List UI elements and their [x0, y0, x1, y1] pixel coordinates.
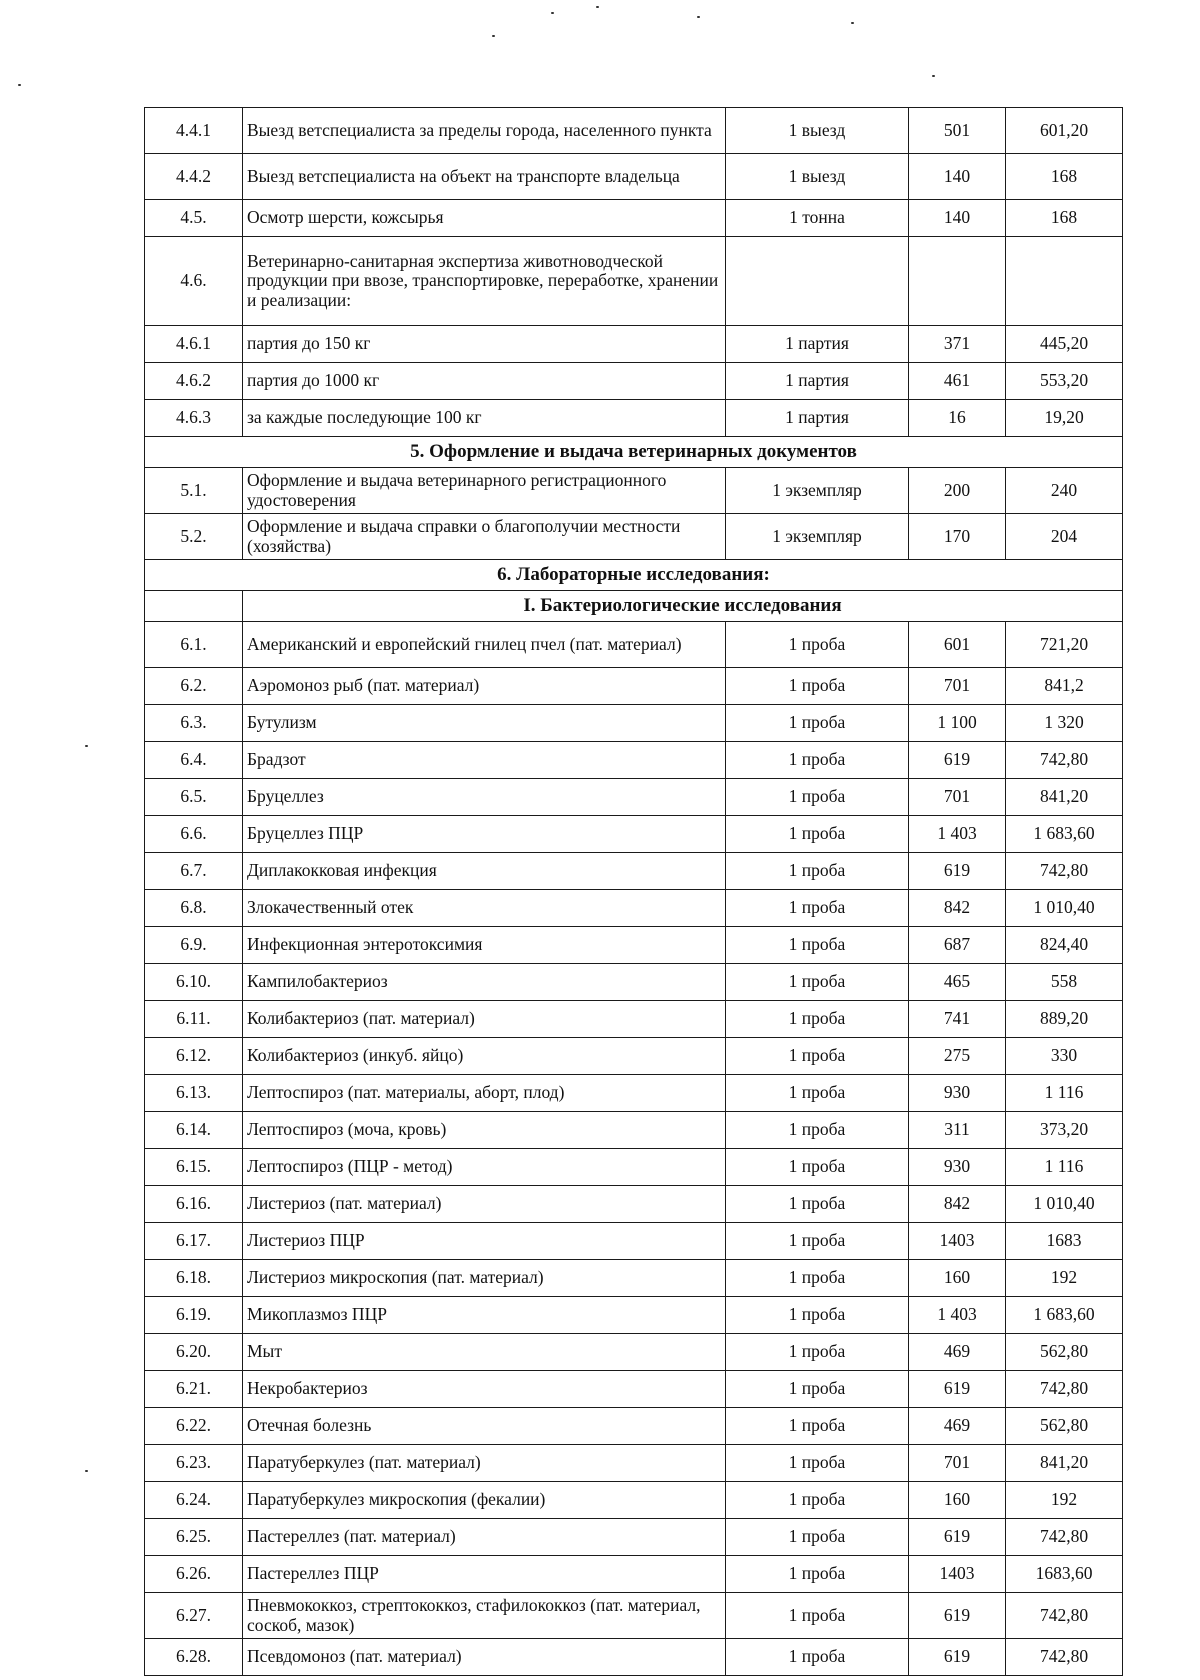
section-heading: 5. Оформление и выдача ветеринарных документов [145, 437, 1123, 468]
item-number: 6.4. [145, 742, 243, 779]
price-with-vat: 1 683,60 [1006, 1297, 1123, 1334]
price-with-vat: 1 683,60 [1006, 816, 1123, 853]
price-with-vat: 841,20 [1006, 779, 1123, 816]
price-with-vat: 192 [1006, 1260, 1123, 1297]
item-unit: 1 проба [726, 705, 909, 742]
price-with-vat: 742,80 [1006, 742, 1123, 779]
item-unit [726, 237, 909, 326]
price-without-vat: 701 [909, 779, 1006, 816]
item-unit: 1 проба [726, 1112, 909, 1149]
blank-cell [145, 591, 243, 622]
price-without-vat: 930 [909, 1149, 1006, 1186]
item-number: 4.6.1 [145, 326, 243, 363]
item-number: 5.1. [145, 468, 243, 514]
item-unit: 1 проба [726, 1334, 909, 1371]
item-unit: 1 проба [726, 1075, 909, 1112]
price-without-vat: 311 [909, 1112, 1006, 1149]
price-with-vat: 204 [1006, 514, 1123, 560]
item-name: Американский и европейский гнилец пчел (пат. материал) [243, 622, 726, 668]
item-number: 6.6. [145, 816, 243, 853]
item-number: 6.20. [145, 1334, 243, 1371]
scan-speck [492, 35, 495, 37]
item-number: 4.4.1 [145, 108, 243, 154]
item-number: 6.18. [145, 1260, 243, 1297]
subsection-heading-row [145, 591, 1123, 622]
table-row [145, 514, 1123, 560]
item-unit: 1 тонна [726, 200, 909, 237]
item-unit: 1 выезд [726, 108, 909, 154]
price-table [144, 107, 1123, 1676]
item-unit: 1 партия [726, 400, 909, 437]
item-unit: 1 проба [726, 622, 909, 668]
item-unit: 1 проба [726, 1593, 909, 1639]
table-row [145, 1556, 1123, 1593]
item-name: Злокачественный отек [243, 890, 726, 927]
item-number: 6.9. [145, 927, 243, 964]
table-row [145, 1112, 1123, 1149]
item-name: Листериоз (пат. материал) [243, 1186, 726, 1223]
table-row [145, 1445, 1123, 1482]
table-row [145, 779, 1123, 816]
item-number: 6.3. [145, 705, 243, 742]
price-with-vat: 1 116 [1006, 1075, 1123, 1112]
item-unit: 1 проба [726, 1001, 909, 1038]
price-without-vat: 930 [909, 1075, 1006, 1112]
item-number: 4.6.2 [145, 363, 243, 400]
item-number: 6.10. [145, 964, 243, 1001]
price-without-vat: 1403 [909, 1556, 1006, 1593]
item-unit: 1 проба [726, 1639, 909, 1676]
price-with-vat: 1683,60 [1006, 1556, 1123, 1593]
table-row [145, 816, 1123, 853]
price-without-vat: 140 [909, 200, 1006, 237]
item-number: 6.21. [145, 1371, 243, 1408]
item-number: 6.23. [145, 1445, 243, 1482]
item-name: Лептоспироз (моча, кровь) [243, 1112, 726, 1149]
price-without-vat: 619 [909, 1593, 1006, 1639]
subsection-heading: I. Бактериологические исследования [243, 591, 1123, 622]
item-number: 6.5. [145, 779, 243, 816]
item-number: 6.2. [145, 668, 243, 705]
item-number: 5.2. [145, 514, 243, 560]
table-row [145, 890, 1123, 927]
price-without-vat: 619 [909, 853, 1006, 890]
price-without-vat: 371 [909, 326, 1006, 363]
table-row [145, 622, 1123, 668]
price-with-vat: 168 [1006, 200, 1123, 237]
item-name: Колибактериоз (инкуб. яйцо) [243, 1038, 726, 1075]
table-row [145, 1075, 1123, 1112]
table-row [145, 742, 1123, 779]
table-row [145, 1334, 1123, 1371]
price-without-vat: 16 [909, 400, 1006, 437]
item-unit: 1 партия [726, 326, 909, 363]
item-unit: 1 проба [726, 1519, 909, 1556]
price-with-vat: 742,80 [1006, 1371, 1123, 1408]
price-without-vat: 741 [909, 1001, 1006, 1038]
price-with-vat: 721,20 [1006, 622, 1123, 668]
price-without-vat: 469 [909, 1334, 1006, 1371]
price-with-vat: 841,20 [1006, 1445, 1123, 1482]
item-unit: 1 проба [726, 890, 909, 927]
item-unit: 1 проба [726, 1371, 909, 1408]
scan-speck [596, 6, 599, 8]
price-without-vat: 160 [909, 1482, 1006, 1519]
table-row [145, 200, 1123, 237]
price-with-vat: 562,80 [1006, 1408, 1123, 1445]
item-unit: 1 проба [726, 1408, 909, 1445]
price-without-vat: 842 [909, 890, 1006, 927]
price-without-vat: 701 [909, 668, 1006, 705]
price-without-vat: 465 [909, 964, 1006, 1001]
item-number: 4.6. [145, 237, 243, 326]
item-name: Мыт [243, 1334, 726, 1371]
item-number: 6.15. [145, 1149, 243, 1186]
item-unit: 1 экземпляр [726, 468, 909, 514]
table-row [145, 1038, 1123, 1075]
price-with-vat: 562,80 [1006, 1334, 1123, 1371]
table-row [145, 964, 1123, 1001]
price-with-vat: 168 [1006, 154, 1123, 200]
item-name: за каждые последующие 100 кг [243, 400, 726, 437]
section-heading: 6. Лабораторные исследования: [145, 560, 1123, 591]
item-number: 6.25. [145, 1519, 243, 1556]
price-without-vat: 1403 [909, 1223, 1006, 1260]
table-row [145, 468, 1123, 514]
item-number: 6.11. [145, 1001, 243, 1038]
price-with-vat: 240 [1006, 468, 1123, 514]
price-without-vat: 140 [909, 154, 1006, 200]
item-name: Псевдомоноз (пат. материал) [243, 1639, 726, 1676]
item-name: Диплакокковая инфекция [243, 853, 726, 890]
price-without-vat: 619 [909, 742, 1006, 779]
table-row [145, 1186, 1123, 1223]
price-without-vat: 619 [909, 1639, 1006, 1676]
item-unit: 1 проба [726, 927, 909, 964]
price-without-vat: 469 [909, 1408, 1006, 1445]
item-name: Пастереллез ПЦР [243, 1556, 726, 1593]
item-name: Пастереллез (пат. материал) [243, 1519, 726, 1556]
item-unit: 1 проба [726, 1223, 909, 1260]
table-row [145, 108, 1123, 154]
table-row [145, 1639, 1123, 1676]
price-without-vat: 601 [909, 622, 1006, 668]
item-number: 6.8. [145, 890, 243, 927]
price-with-vat: 192 [1006, 1482, 1123, 1519]
scan-speck [851, 22, 854, 24]
table-row [145, 853, 1123, 890]
item-name: Выезд ветспециалиста за пределы города, населенного пункта [243, 108, 726, 154]
item-number: 4.5. [145, 200, 243, 237]
item-number: 4.4.2 [145, 154, 243, 200]
item-number: 6.17. [145, 1223, 243, 1260]
price-without-vat: 1 100 [909, 705, 1006, 742]
item-unit: 1 проба [726, 816, 909, 853]
item-number: 6.16. [145, 1186, 243, 1223]
item-unit: 1 проба [726, 964, 909, 1001]
item-name: Листериоз ПЦР [243, 1223, 726, 1260]
price-without-vat: 1 403 [909, 1297, 1006, 1334]
item-name: Аэромоноз рыб (пат. материал) [243, 668, 726, 705]
price-with-vat [1006, 237, 1123, 326]
item-name: Некробактериоз [243, 1371, 726, 1408]
item-unit: 1 проба [726, 1260, 909, 1297]
item-unit: 1 проба [726, 668, 909, 705]
price-without-vat: 501 [909, 108, 1006, 154]
scan-speck [697, 16, 700, 18]
price-without-vat [909, 237, 1006, 326]
item-number: 6.13. [145, 1075, 243, 1112]
price-without-vat: 842 [909, 1186, 1006, 1223]
price-without-vat: 701 [909, 1445, 1006, 1482]
item-unit: 1 партия [726, 363, 909, 400]
item-name: Оформление и выдача справки о благополучии местности (хозяйства) [243, 514, 726, 560]
table-row [145, 154, 1123, 200]
item-unit: 1 проба [726, 1297, 909, 1334]
item-name: Микоплазмоз ПЦР [243, 1297, 726, 1334]
item-name: Бутулизм [243, 705, 726, 742]
item-unit: 1 проба [726, 1445, 909, 1482]
item-unit: 1 экземпляр [726, 514, 909, 560]
scan-speck [18, 84, 21, 86]
price-without-vat: 461 [909, 363, 1006, 400]
item-unit: 1 проба [726, 779, 909, 816]
table-row [145, 1001, 1123, 1038]
table-row [145, 668, 1123, 705]
table-row [145, 1371, 1123, 1408]
table-row [145, 1593, 1123, 1639]
item-number: 6.27. [145, 1593, 243, 1639]
price-with-vat: 742,80 [1006, 1639, 1123, 1676]
item-name: партия до 150 кг [243, 326, 726, 363]
item-name: Инфекционная энтеротоксимия [243, 927, 726, 964]
table-row [145, 927, 1123, 964]
item-number: 6.26. [145, 1556, 243, 1593]
item-number: 6.14. [145, 1112, 243, 1149]
price-without-vat: 160 [909, 1260, 1006, 1297]
item-number: 6.28. [145, 1639, 243, 1676]
item-number: 4.6.3 [145, 400, 243, 437]
item-name: Ветеринарно-санитарная экспертиза животноводческой продукции при ввозе, транспортировке, переработке, хранении и реализации: [243, 237, 726, 326]
item-name: Выезд ветспециалиста на объект на транспорте владельца [243, 154, 726, 200]
item-unit: 1 выезд [726, 154, 909, 200]
item-name: Листериоз микроскопия (пат. материал) [243, 1260, 726, 1297]
price-with-vat: 19,20 [1006, 400, 1123, 437]
item-name: Бруцеллез [243, 779, 726, 816]
price-with-vat: 1683 [1006, 1223, 1123, 1260]
price-without-vat: 170 [909, 514, 1006, 560]
price-with-vat: 889,20 [1006, 1001, 1123, 1038]
item-unit: 1 проба [726, 1556, 909, 1593]
price-with-vat: 1 116 [1006, 1149, 1123, 1186]
table-row [145, 705, 1123, 742]
table-body [145, 108, 1123, 1676]
item-name: Пневмококкоз, стрептококкоз, стафилококкоз (пат. материал, соскоб, мазок) [243, 1593, 726, 1639]
price-with-vat: 553,20 [1006, 363, 1123, 400]
price-without-vat: 687 [909, 927, 1006, 964]
scan-speck [85, 745, 88, 747]
item-name: Лептоспироз (пат. материалы, аборт, плод) [243, 1075, 726, 1112]
price-with-vat: 742,80 [1006, 1519, 1123, 1556]
price-with-vat: 558 [1006, 964, 1123, 1001]
item-name: Отечная болезнь [243, 1408, 726, 1445]
price-with-vat: 1 010,40 [1006, 890, 1123, 927]
item-unit: 1 проба [726, 1482, 909, 1519]
item-number: 6.24. [145, 1482, 243, 1519]
price-with-vat: 1 320 [1006, 705, 1123, 742]
scan-speck [85, 1470, 88, 1472]
price-with-vat: 330 [1006, 1038, 1123, 1075]
item-number: 6.12. [145, 1038, 243, 1075]
price-without-vat: 1 403 [909, 816, 1006, 853]
table-row [145, 1297, 1123, 1334]
item-number: 6.7. [145, 853, 243, 890]
price-with-vat: 742,80 [1006, 853, 1123, 890]
table-row [145, 1149, 1123, 1186]
table-row [145, 237, 1123, 326]
item-unit: 1 проба [726, 1186, 909, 1223]
table-row [145, 1223, 1123, 1260]
price-without-vat: 200 [909, 468, 1006, 514]
item-name: Бруцеллез ПЦР [243, 816, 726, 853]
price-with-vat: 373,20 [1006, 1112, 1123, 1149]
item-name: Лептоспироз (ПЦР - метод) [243, 1149, 726, 1186]
price-with-vat: 601,20 [1006, 108, 1123, 154]
section-heading-row [145, 560, 1123, 591]
section-heading-row [145, 437, 1123, 468]
table-row [145, 400, 1123, 437]
item-number: 6.19. [145, 1297, 243, 1334]
table-row [145, 1260, 1123, 1297]
price-with-vat: 742,80 [1006, 1593, 1123, 1639]
price-with-vat: 841,2 [1006, 668, 1123, 705]
table-row [145, 1519, 1123, 1556]
price-without-vat: 619 [909, 1371, 1006, 1408]
scan-speck [551, 12, 554, 14]
table-row [145, 1408, 1123, 1445]
item-name: Паратуберкулез (пат. материал) [243, 1445, 726, 1482]
price-with-vat: 1 010,40 [1006, 1186, 1123, 1223]
item-name: Колибактериоз (пат. материал) [243, 1001, 726, 1038]
price-without-vat: 275 [909, 1038, 1006, 1075]
price-with-vat: 445,20 [1006, 326, 1123, 363]
item-number: 6.22. [145, 1408, 243, 1445]
item-name: Осмотр шерсти, кожсырья [243, 200, 726, 237]
item-name: Брадзот [243, 742, 726, 779]
item-unit: 1 проба [726, 1149, 909, 1186]
item-name: Оформление и выдача ветеринарного регистрационного удостоверения [243, 468, 726, 514]
item-unit: 1 проба [726, 742, 909, 779]
table-row [145, 326, 1123, 363]
item-number: 6.1. [145, 622, 243, 668]
price-without-vat: 619 [909, 1519, 1006, 1556]
item-name: Паратуберкулез микроскопия (фекалии) [243, 1482, 726, 1519]
item-name: Кампилобактериоз [243, 964, 726, 1001]
scan-speck [932, 75, 935, 77]
item-unit: 1 проба [726, 853, 909, 890]
table-row [145, 1482, 1123, 1519]
item-unit: 1 проба [726, 1038, 909, 1075]
price-with-vat: 824,40 [1006, 927, 1123, 964]
table-row [145, 363, 1123, 400]
item-name: партия до 1000 кг [243, 363, 726, 400]
